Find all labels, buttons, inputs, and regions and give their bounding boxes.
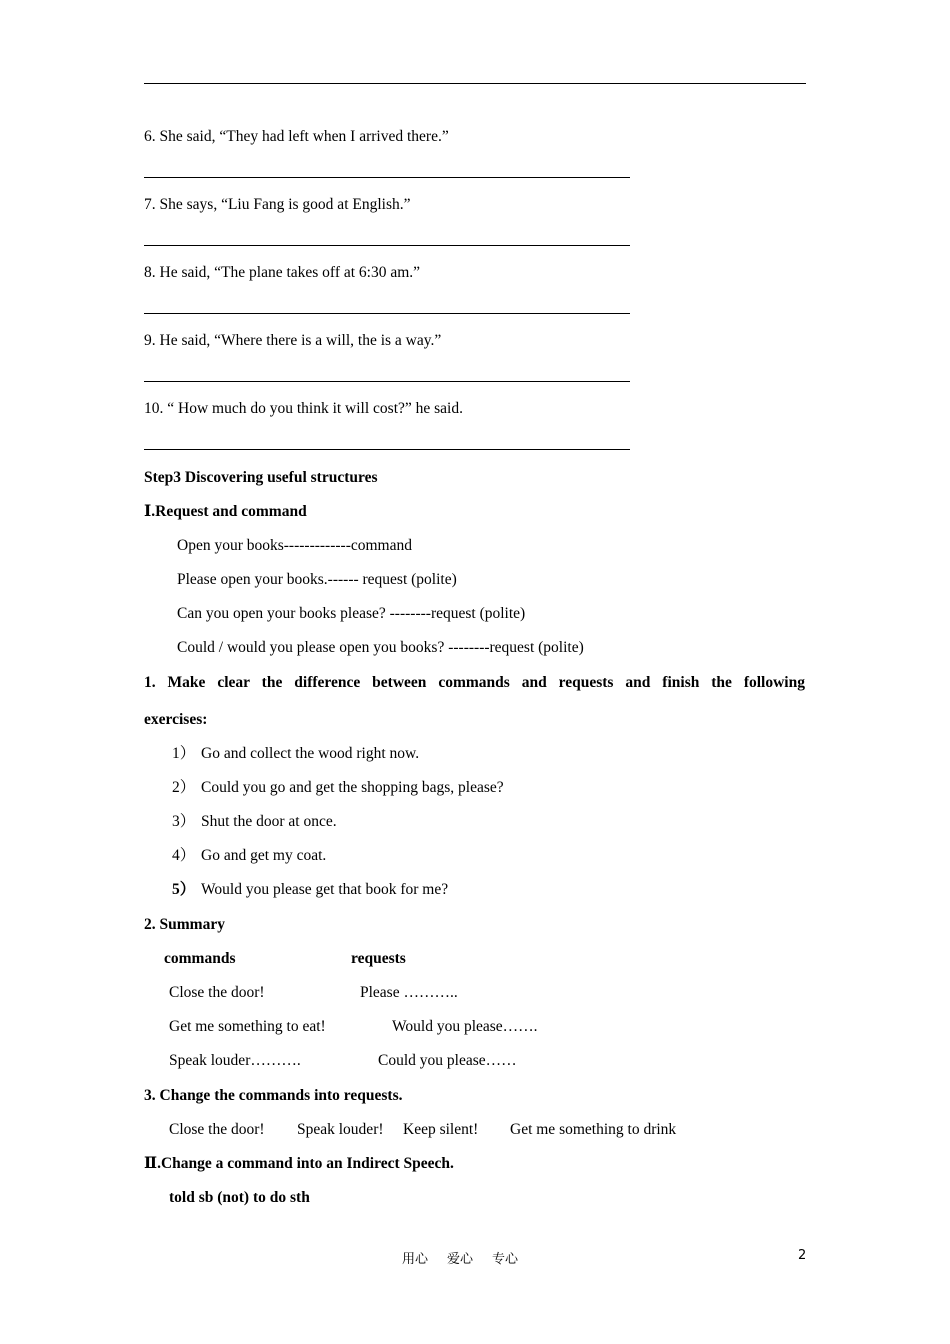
header-rule: [144, 83, 806, 84]
answer-blank-9: [144, 381, 630, 382]
task1-instruction: 1. Make clear the difference between commands and requests and finish the following: [144, 674, 805, 691]
list-item-number: 1）: [172, 745, 196, 762]
exercise-6: 6. She said, “They had left when I arrived there.”: [144, 128, 449, 145]
task3-heading: 3. Change the commands into requests.: [144, 1087, 403, 1104]
task3-command: Keep silent!: [403, 1121, 479, 1138]
task3-command: Get me something to drink: [510, 1121, 677, 1138]
example-request-3: Could / would you please open you books? --------request (polite): [177, 639, 584, 656]
list-item: Shut the door at once.: [201, 813, 337, 830]
answer-blank-8: [144, 313, 630, 314]
task1-instruction-cont: exercises:: [144, 711, 208, 728]
summary-command: Speak louder……….: [169, 1052, 301, 1069]
exercise-8: 8. He said, “The plane takes off at 6:30 am.”: [144, 264, 421, 281]
summary-command: Get me something to eat!: [169, 1018, 326, 1035]
example-request-1: Please open your books.------ request (polite): [177, 571, 457, 588]
section2-pattern: told sb (not) to do sth: [169, 1189, 310, 1206]
summary-request: Could you please……: [378, 1052, 517, 1069]
list-item-number: 2）: [172, 779, 196, 796]
summary-col-requests: requests: [351, 950, 406, 967]
list-item: Would you please get that book for me?: [201, 881, 449, 898]
list-item: Go and collect the wood right now.: [201, 745, 420, 762]
list-item-number: 5）: [172, 881, 196, 898]
example-command: Open your books-------------command: [177, 537, 412, 554]
section1-heading: Ⅰ.Request and command: [144, 503, 307, 520]
answer-blank-7: [144, 245, 630, 246]
list-item-number: 4）: [172, 847, 196, 864]
footer-motto-2: 爱心: [447, 1252, 474, 1267]
exercise-7: 7. She says, “Liu Fang is good at English.”: [144, 196, 411, 213]
page-number: 2: [798, 1248, 807, 1263]
step3-heading: Step3 Discovering useful structures: [144, 469, 378, 486]
task3-command: Speak louder!: [297, 1121, 384, 1138]
exercise-9: 9. He said, “Where there is a will, the is a way.”: [144, 332, 442, 349]
section2-heading: Ⅱ.Change a command into an Indirect Speech.: [144, 1155, 454, 1172]
summary-heading: 2. Summary: [144, 916, 225, 933]
exercise-10: 10. “ How much do you think it will cost?” he said.: [144, 400, 463, 417]
summary-request: Would you please…….: [392, 1018, 538, 1035]
task3-command: Close the door!: [169, 1121, 265, 1138]
answer-blank-6: [144, 177, 630, 178]
footer-motto-3: 专心: [492, 1252, 519, 1267]
list-item-number: 3）: [172, 813, 196, 830]
list-item: Go and get my coat.: [201, 847, 327, 864]
summary-col-commands: commands: [164, 950, 236, 967]
answer-blank-10: [144, 449, 630, 450]
example-request-2: Can you open your books please? --------request (polite): [177, 605, 526, 622]
footer-motto-1: 用心: [402, 1252, 429, 1267]
summary-request: Please ………..: [360, 984, 458, 1001]
list-item: Could you go and get the shopping bags, please?: [201, 779, 504, 796]
summary-command: Close the door!: [169, 984, 265, 1001]
